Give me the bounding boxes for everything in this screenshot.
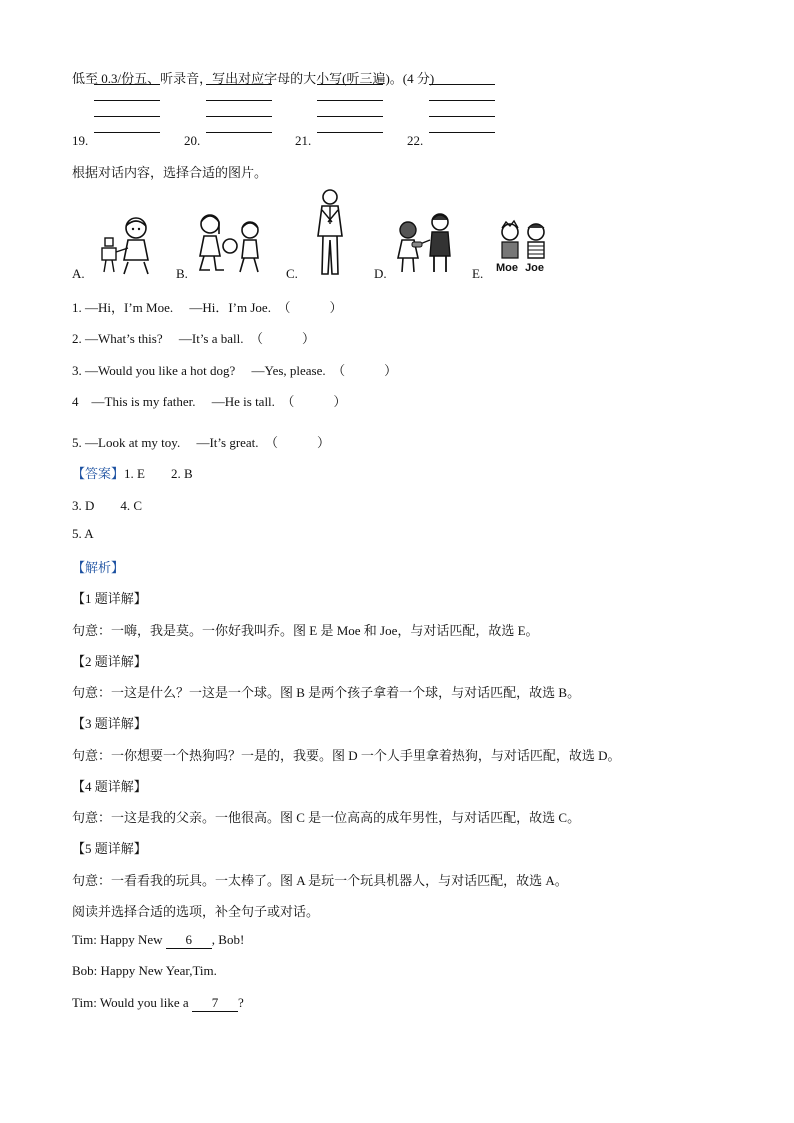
- blank-line[interactable]: [317, 116, 383, 117]
- dialog-3-pre: Tim: Would you like a: [72, 995, 192, 1010]
- detail-1-title: 【1 题详解】: [72, 591, 147, 606]
- picture-label-c: C.: [286, 266, 298, 281]
- moe-joe-icon: [492, 218, 556, 278]
- answer-values: 1. E 2. B: [124, 466, 193, 481]
- question-3: 3. —Would you like a hot dog? —Yes, please. （ ）: [72, 363, 398, 378]
- pictures-row: [72, 190, 572, 282]
- question-4: 4 —This is my father. —He is tall. （ ）: [72, 394, 347, 409]
- picture-label-d: D.: [374, 266, 387, 281]
- blank-line[interactable]: [206, 84, 272, 85]
- answer-tag: 【答案】: [72, 466, 125, 481]
- answer-line-1: [72, 463, 193, 482]
- blank-number: 20.: [184, 133, 201, 148]
- blank-line[interactable]: [94, 84, 160, 85]
- dialog-line-2: Bob: Happy New Year,Tim.: [72, 963, 217, 978]
- picture-label-b: B.: [176, 266, 188, 281]
- answer-line-3: 5. A: [72, 526, 94, 541]
- robot-toy-icon: [98, 214, 156, 276]
- blank-line[interactable]: [429, 84, 495, 85]
- name-joe: Joe: [525, 262, 545, 274]
- dialog-line-3: [72, 995, 244, 1012]
- blank-number: 22.: [407, 133, 424, 148]
- blank-line[interactable]: [206, 116, 272, 117]
- dialog-1-post: , Bob!: [211, 932, 245, 947]
- blank-line[interactable]: [429, 100, 495, 101]
- detail-5-title: 【5 题详解】: [72, 841, 147, 856]
- question-1: 1. —Hi，I’m Moe. —Hi．I’m Joe. （ ）: [72, 300, 343, 315]
- analysis-tag: 【解析】: [72, 560, 125, 575]
- blank-line[interactable]: [317, 132, 383, 133]
- dialog-blank-7[interactable]: 7: [192, 995, 238, 1012]
- header-line: 低至 0.3/份五、听录音，写出对应字母的大小写(听三遍)。(4 分): [72, 71, 435, 86]
- instruction-reading: 阅读并选择合适的选项，补全句子或对话。: [72, 904, 320, 919]
- detail-3-title: 【3 题详解】: [72, 716, 147, 731]
- dialog-3-post: ?: [237, 995, 244, 1010]
- blank-number: 21.: [295, 133, 312, 148]
- blank-line[interactable]: [429, 116, 495, 117]
- blank-line[interactable]: [317, 84, 383, 85]
- question-2: 2. —What’s this? —It’s a ball. （ ）: [72, 331, 316, 346]
- tall-man-icon: [310, 188, 350, 278]
- blank-line[interactable]: [94, 100, 160, 101]
- hotdog-offer-icon: [394, 210, 454, 276]
- detail-4-title: 【4 题详解】: [72, 779, 147, 794]
- blank-line[interactable]: [94, 116, 160, 117]
- picture-label-a: A.: [72, 266, 85, 281]
- picture-label-e: E.: [472, 266, 484, 281]
- detail-4-text: 句意：一这是我的父亲。一他很高。图 C 是一位高高的成年男性，与对话匹配，故选 C。: [72, 810, 581, 825]
- blank-line[interactable]: [206, 100, 272, 101]
- blank-line[interactable]: [429, 132, 495, 133]
- detail-3-text: 句意：一你想要一个热狗吗？一是的，我要。图 D 一个人手里拿着热狗，与对话匹配，故选 D。: [72, 748, 621, 763]
- detail-1-text: 句意：一嗨，我是莫。一你好我叫乔。图 E 是 Moe 和 Joe，与对话匹配，故选 E。: [72, 623, 539, 638]
- detail-2-text: 句意：一这是什么？一这是一个球。图 B 是两个孩子拿着一个球，与对话匹配，故选 B。: [72, 685, 581, 700]
- blank-number: 19.: [72, 133, 89, 148]
- question-5: 5. —Look at my toy. —It’s great. （ ）: [72, 435, 331, 450]
- two-kids-ball-icon: [194, 210, 266, 276]
- instruction-select-picture: 根据对话内容，选择合适的图片。: [72, 165, 268, 180]
- dialog-1-pre: Tim: Happy New: [72, 932, 166, 947]
- detail-2-title: 【2 题详解】: [72, 654, 147, 669]
- blank-line[interactable]: [94, 132, 160, 133]
- dialog-blank-6[interactable]: 6: [166, 932, 212, 949]
- blank-line[interactable]: [317, 100, 383, 101]
- answer-line-2: 3. D 4. C: [72, 498, 143, 513]
- blank-line[interactable]: [206, 132, 272, 133]
- dialog-line-1: [72, 932, 244, 949]
- detail-5-text: 句意：一看看我的玩具。一太棒了。图 A 是玩一个玩具机器人，与对话匹配，故选 A。: [72, 873, 568, 888]
- name-moe: Moe: [496, 262, 518, 274]
